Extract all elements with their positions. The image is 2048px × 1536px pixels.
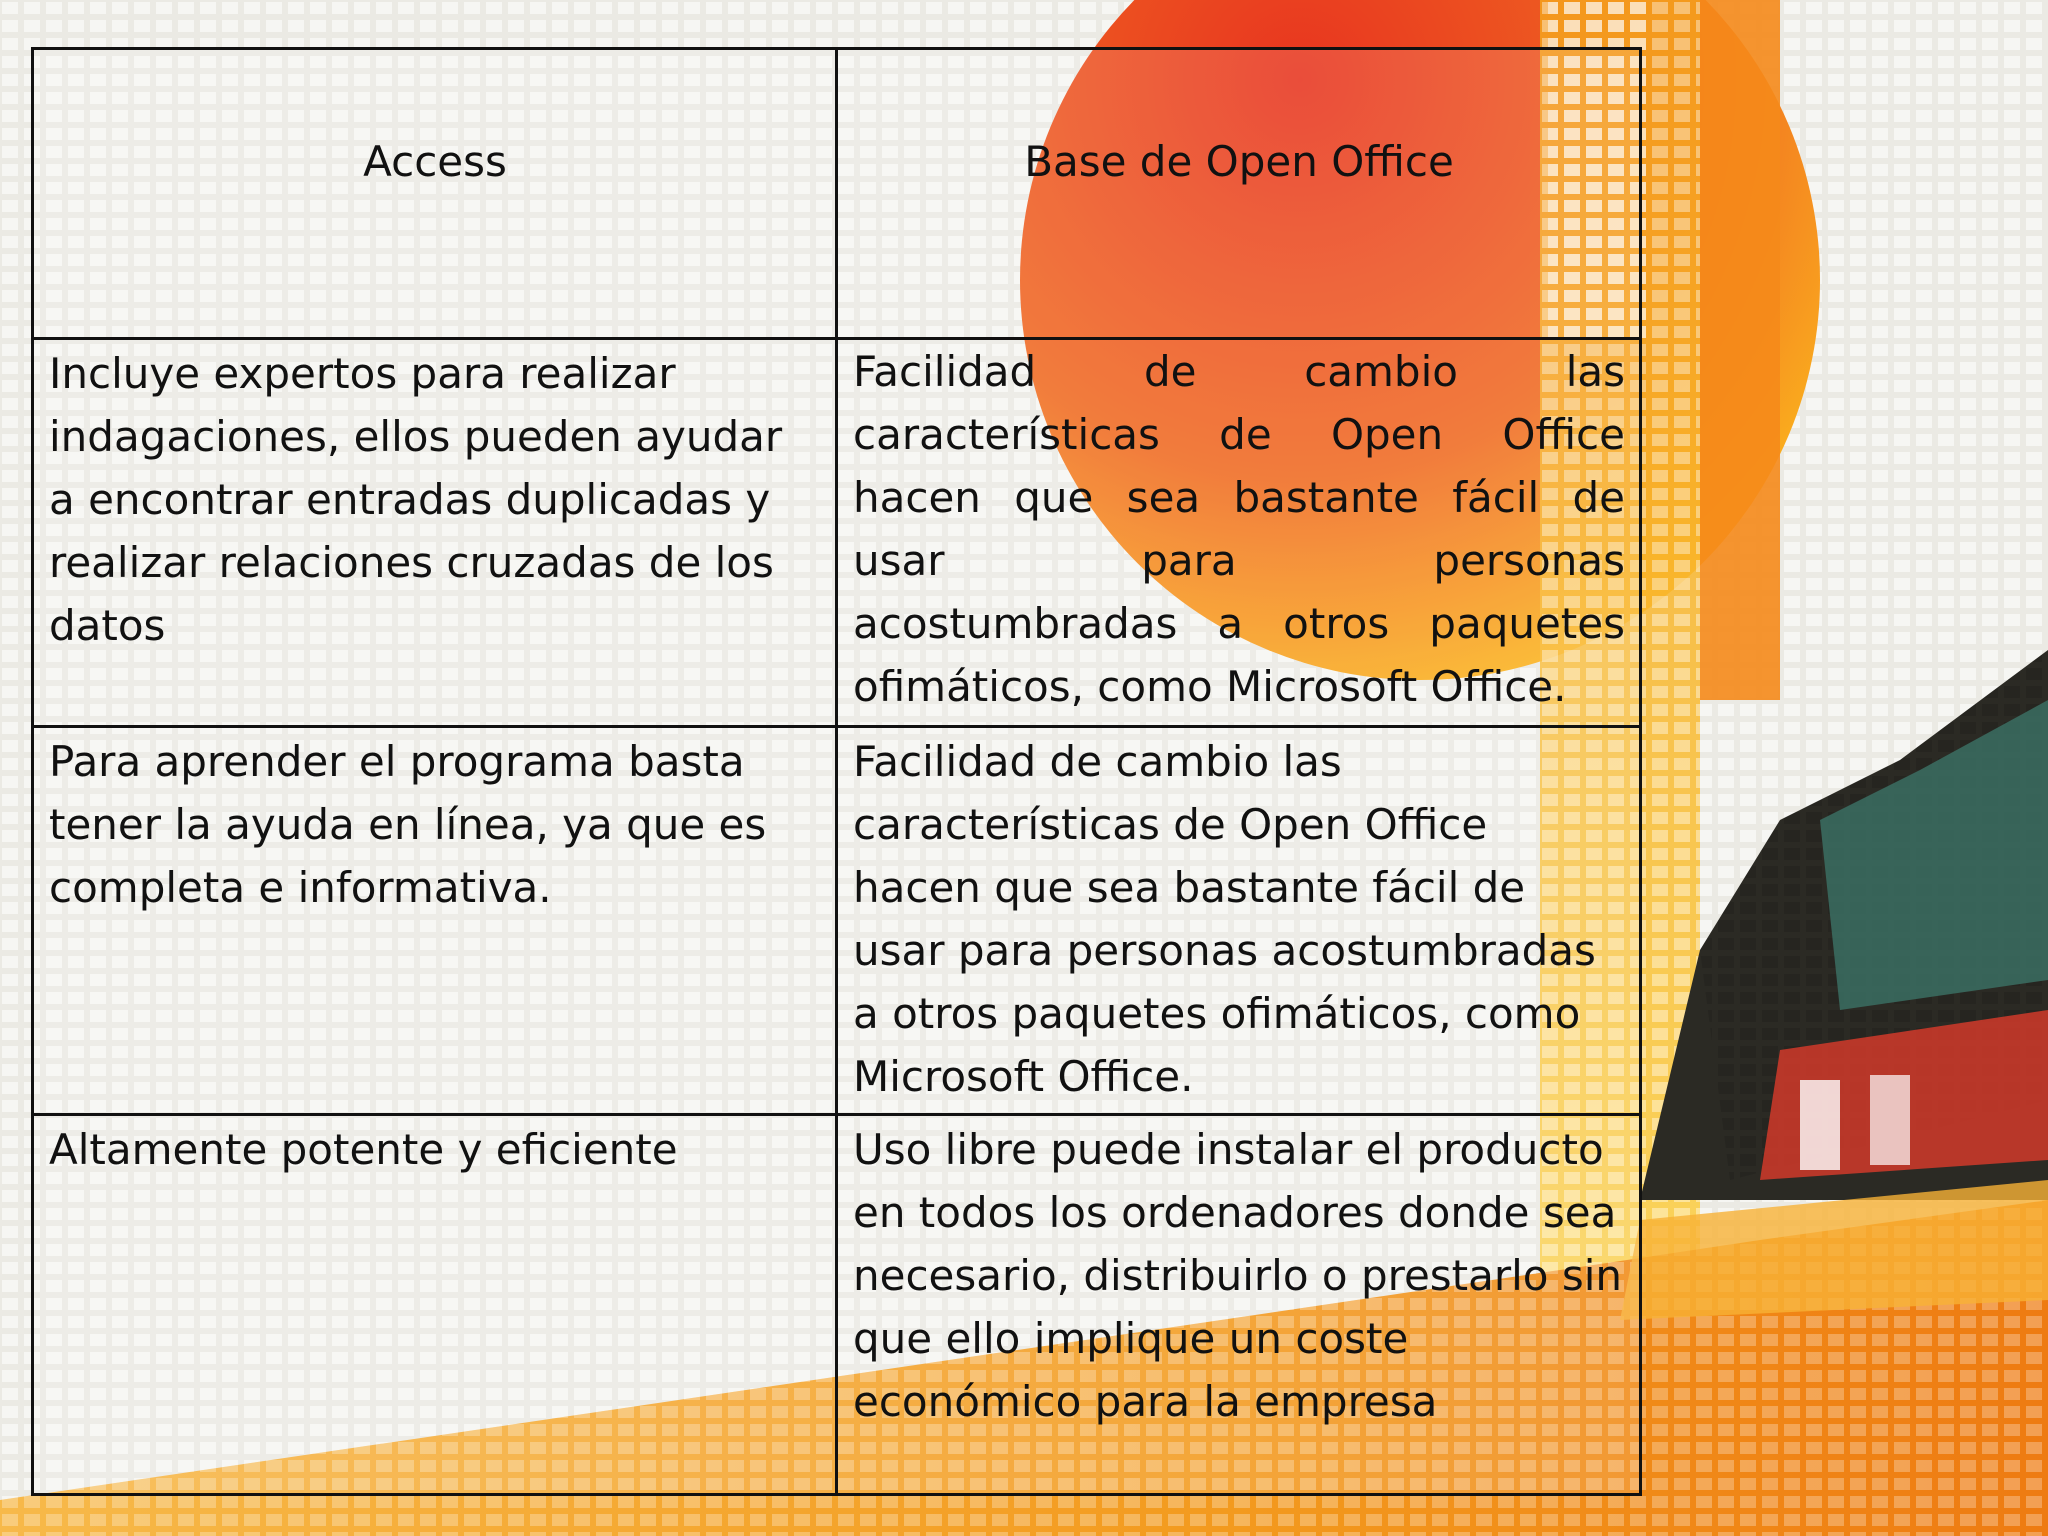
cell-base-line: usar para personas xyxy=(853,536,1625,585)
cell-base xyxy=(837,727,1641,1115)
cell-access-text: Incluye expertos para realizar indagaciones, ellos pueden ayudar a encontrar entradas duplicadas y realizar relaciones cruzadas de los datos xyxy=(49,349,783,650)
cell-base-line: hacen que sea bastante fácil de xyxy=(853,473,1625,522)
table-row xyxy=(33,1115,1641,1495)
cell-base-text: Uso libre puede instalar el producto en todos los ordenadores donde sea necesario, distribuirlo o prestarlo sin que ello implique un coste económico para la empresa xyxy=(853,1125,1623,1426)
cell-access xyxy=(33,727,837,1115)
cell-access xyxy=(33,339,837,727)
table-row xyxy=(33,339,1641,727)
cell-base-line: Facilidad de cambio las xyxy=(853,347,1625,396)
cell-access-text: Altamente potente y eficiente xyxy=(49,1125,678,1174)
cell-base-line-last: ofimáticos, como Microsoft Office. xyxy=(853,662,1567,711)
header-access-label: Access xyxy=(363,137,507,186)
cell-base xyxy=(837,339,1641,727)
table-row xyxy=(33,727,1641,1115)
cell-access-text: Para aprender el programa basta tener la ayuda en línea, ya que es completa e informativa. xyxy=(49,737,767,912)
header-base-open-office xyxy=(837,49,1641,339)
cell-base xyxy=(837,1115,1641,1495)
cell-base-text: Facilidad de cambio las características de Open Office hacen que sea bastante fácil de usar para personas acostumbradas a otros paquetes ofimáticos, como Microsoft Office. xyxy=(853,737,1596,1101)
comparison-table xyxy=(31,47,1642,1496)
cell-base-line: acostumbradas a otros paquetes xyxy=(853,599,1625,648)
table-header-row xyxy=(33,49,1641,339)
header-base-label: Base de Open Office xyxy=(1024,137,1454,186)
cell-base-line: características de Open Office xyxy=(853,410,1625,459)
cell-base-text xyxy=(853,340,1625,718)
header-access xyxy=(33,49,837,339)
cell-access xyxy=(33,1115,837,1495)
